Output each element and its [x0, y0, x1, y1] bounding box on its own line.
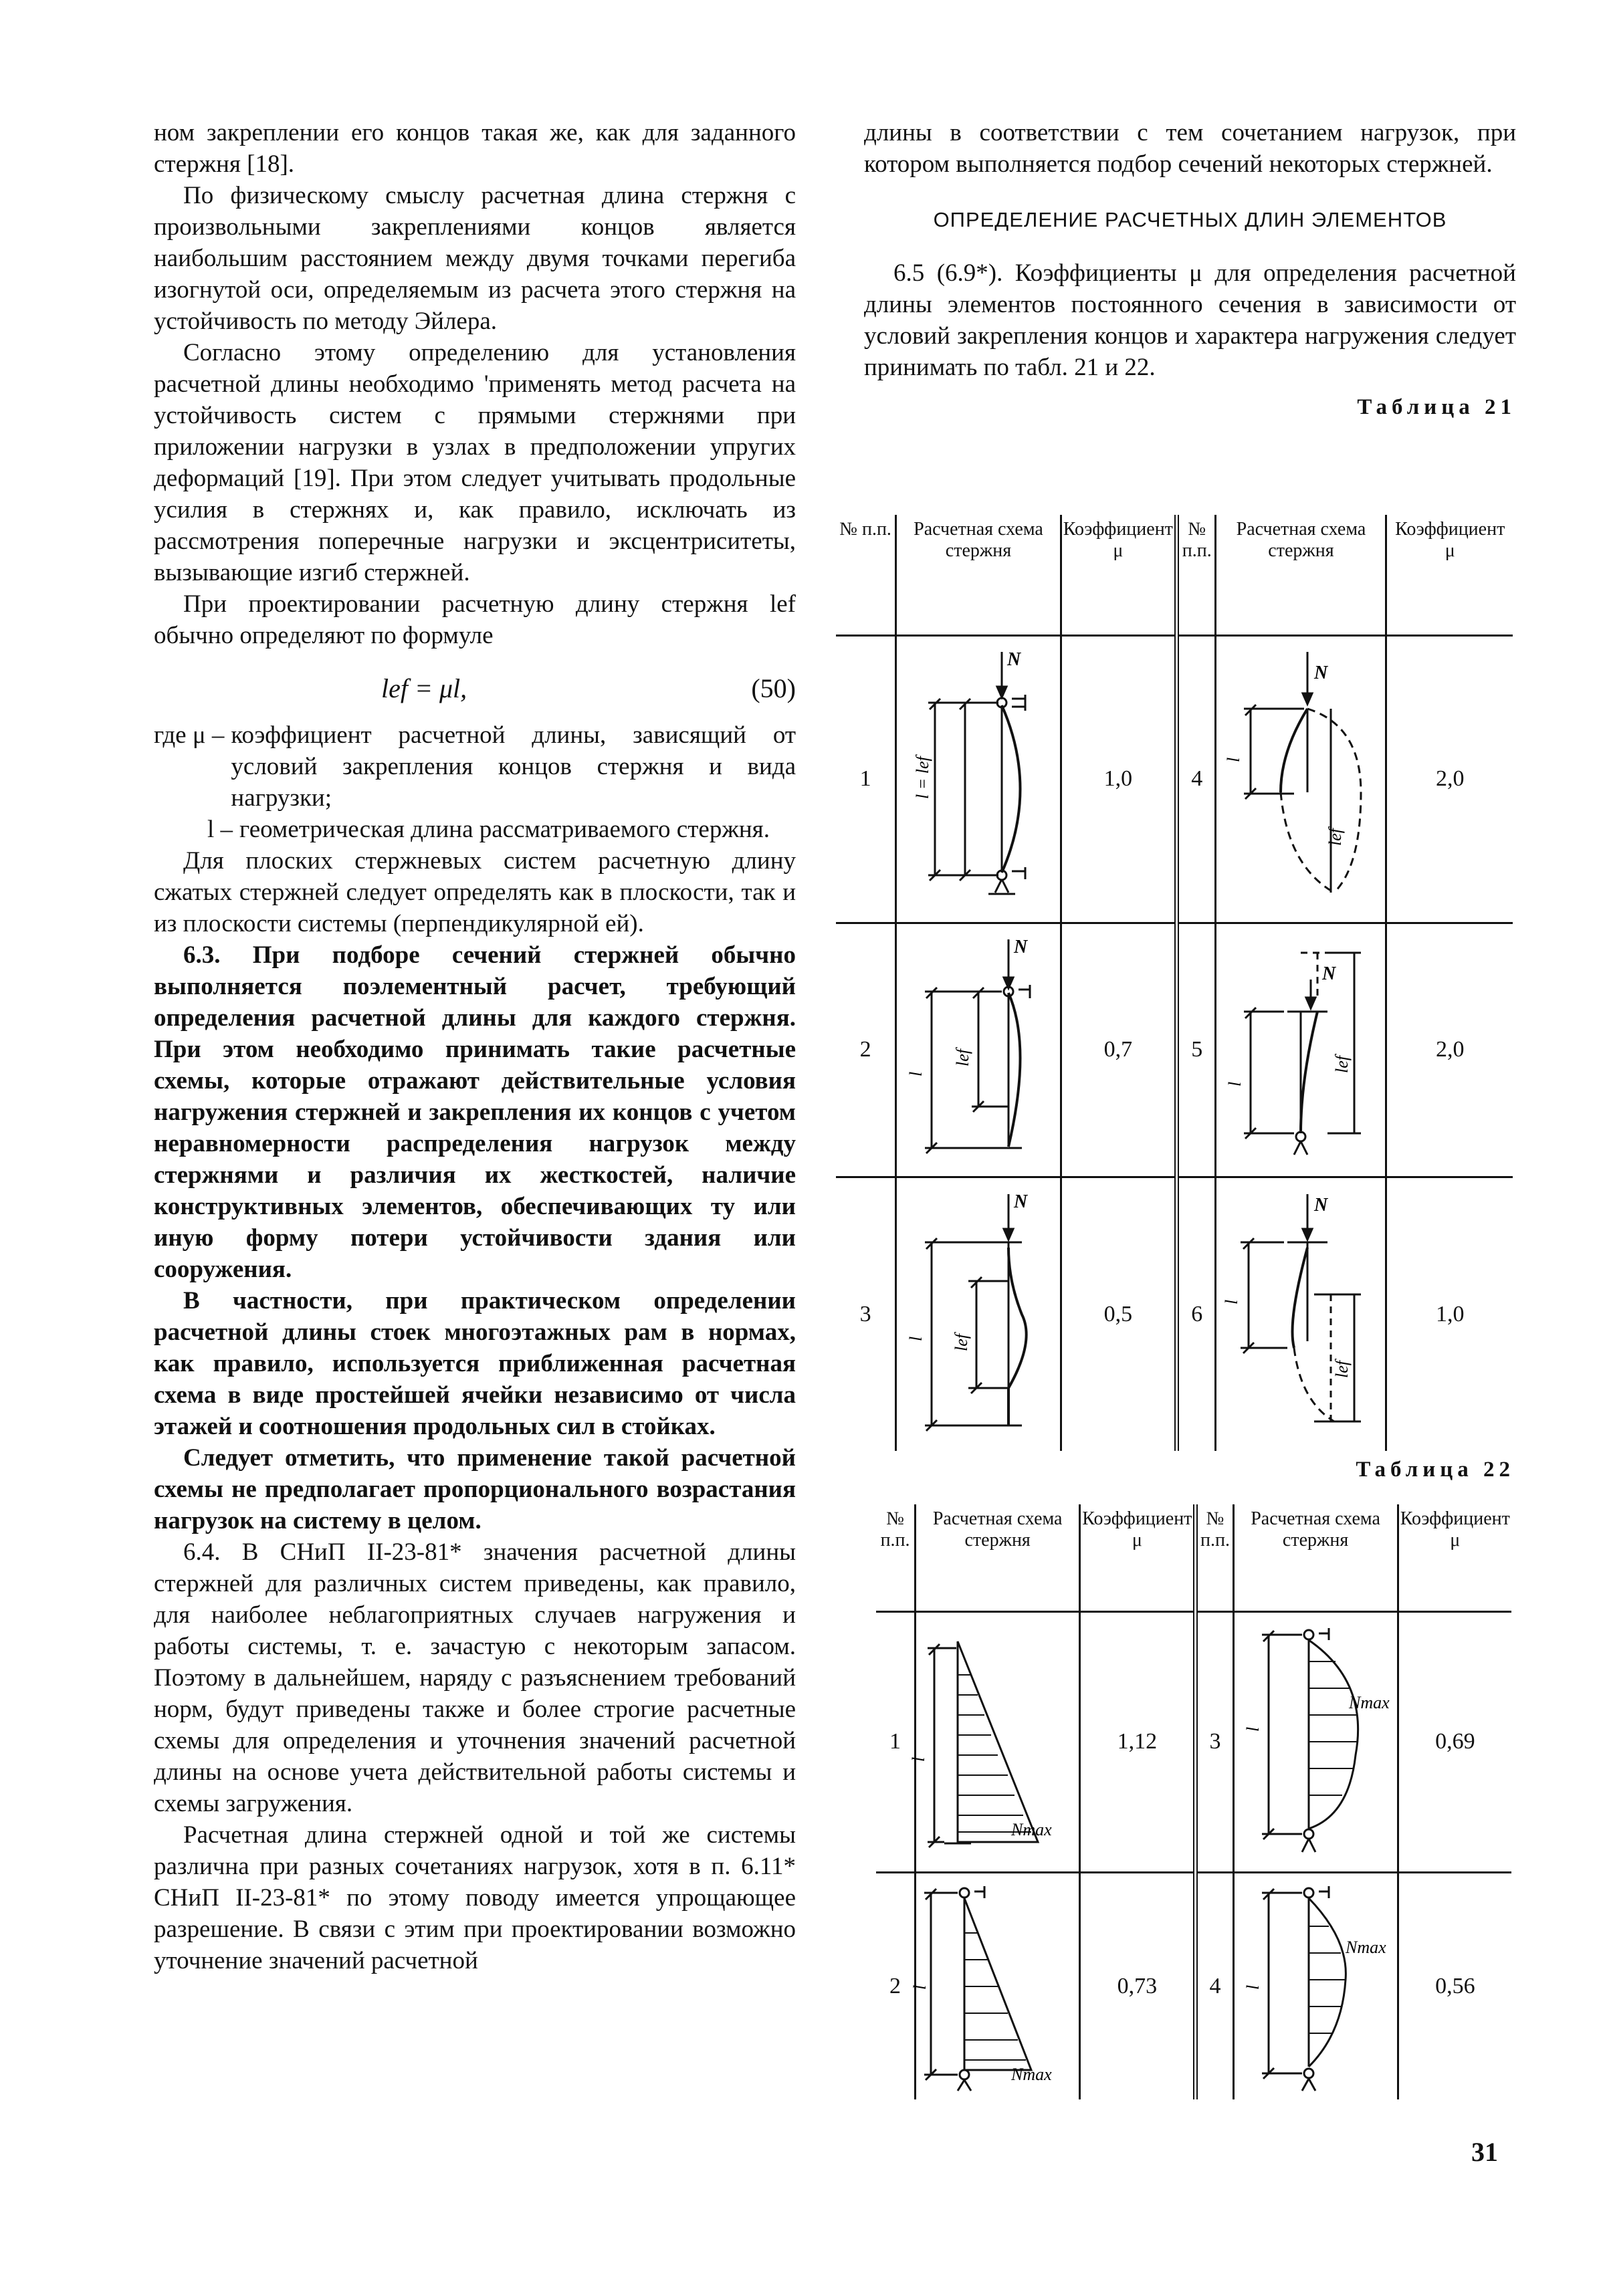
def-text: геометрическая длина рассматриваемого стержня. — [239, 816, 770, 843]
label-l: l — [1243, 1984, 1263, 1990]
label-l: l — [1243, 1726, 1263, 1732]
table-22 — [876, 1504, 1511, 2099]
row-number: 4 — [1196, 1872, 1233, 2099]
coef-cell: 0,56 — [1398, 1872, 1511, 2099]
column-scheme-icon — [901, 645, 1055, 913]
row-number: 5 — [1176, 923, 1216, 1177]
def-term: l – — [207, 816, 233, 843]
header-scheme: Расчетная схема стержня — [1216, 515, 1386, 635]
label-N: N — [1314, 1194, 1328, 1216]
header-num: № п.п. — [836, 515, 896, 635]
table-row — [876, 1872, 1511, 2099]
scheme-cell — [1233, 1611, 1398, 1872]
label-l: l — [908, 1756, 928, 1762]
formula-50 — [154, 663, 796, 715]
table22-label: Таблица 22 — [1356, 1458, 1515, 1482]
section-title: ОПРЕДЕЛЕНИЕ РАСЧЕТНЫХ ДЛИН ЭЛЕМЕНТОВ — [933, 208, 1447, 231]
paragraph: 6.5 (6.9*). Коэффициенты μ для определения расчетной длины элементов постоянного сечения в зависимости от условий закрепления концов и характера нагружения следует принимать по табл. 21 и 22. — [864, 259, 1516, 381]
paragraph: Расчетная длина стержней одной и той же системы различна при разных сочетаниях нагрузок, хотя в п. 6.11* СНиП II-23-81* по этому поводу имеется упрощающее разрешение. В связи с этим при проектировании возможно уточнение значений расчетной — [154, 1821, 796, 1974]
row-number: 1 — [876, 1611, 916, 1872]
paragraph: 6.4. В СНиП II-23-81* значения расчетной длины стержней для различных систем приведены, как правило, для наиболее неблагоприятных случаев нагружения и работы системы, т. е. зачастую с некоторым запасом. Поэтому в дальнейшем, наряду с разъяснением требований норм, будут приведены также и более строгие расчетные схемы для определения и уточнения значений расчетной длины на основе учета действительной работы системы и схемы загружения. — [154, 1538, 796, 1817]
table21-label: Таблица 21 — [1357, 395, 1516, 419]
column-scheme-icon — [901, 1187, 1055, 1442]
label-l: l — [905, 1071, 926, 1076]
label-l-lef: l = lef — [912, 756, 932, 799]
right-column — [864, 117, 1516, 420]
header-num: № п.п. — [1196, 1504, 1233, 1611]
label-N: N — [1013, 1191, 1028, 1212]
header-coef: Коэффициент μ — [1386, 515, 1513, 635]
scheme-cell — [896, 635, 1061, 923]
column-scheme-icon — [1220, 1187, 1381, 1442]
coef-cell: 0,7 — [1061, 923, 1176, 1177]
distributed-load-scheme-icon — [1235, 1879, 1396, 2093]
paragraph: 6.3. При подборе сечений стержней обычно выполняется поэлементный расчет, требующий определения расчетной длины для каждого стержня. При этом необходимо принимать такие расчетные схемы, которые отражают действительные условия нагружения стержней и закрепления их концов с учетом неравномерности распределения нагрузок между стержнями и различия их жесткостей, наличие конструктивных элементов, обеспечивающих ту или иную форму потери устойчивости здания или сооружения. — [154, 941, 796, 1283]
label-Nmax: Nmax — [1349, 1693, 1390, 1712]
label-N: N — [1013, 937, 1028, 957]
def-text: коэффициент расчетной длины, зависящий от условий закрепления концов стержня и вида нагрузки; — [231, 721, 796, 812]
label-Nmax: Nmax — [1010, 2064, 1052, 2084]
header-coef: Коэффициент μ — [1061, 515, 1176, 635]
header-num: № п.п. — [876, 1504, 916, 1611]
coef-cell: 1,0 — [1386, 1177, 1513, 1451]
coef-cell: 0,5 — [1061, 1177, 1176, 1451]
table-row — [836, 1177, 1513, 1451]
scheme-cell — [1216, 1177, 1386, 1451]
scheme-cell — [908, 1611, 1080, 1872]
left-column — [154, 117, 796, 1976]
page-number: 31 — [1471, 2137, 1498, 2167]
header-coef: Коэффициент μ — [1080, 1504, 1196, 1611]
scheme-cell — [1216, 635, 1386, 923]
header-scheme: Расчетная схема стержня — [1233, 1504, 1398, 1611]
label-l: l — [910, 1984, 930, 1990]
header-num: № п.п. — [1176, 515, 1216, 635]
header-coef: Коэффициент μ — [1398, 1504, 1511, 1611]
column-scheme-icon — [1220, 645, 1381, 913]
table-row — [836, 923, 1513, 1177]
distributed-load-scheme-icon — [908, 1621, 1078, 1862]
label-lef: lef — [1325, 828, 1346, 846]
table-row — [836, 635, 1513, 923]
label-lef: lef — [1332, 1056, 1352, 1073]
label-lef: lef — [952, 1049, 972, 1066]
coef-cell: 2,0 — [1386, 923, 1513, 1177]
paragraph: длины в соответствии с тем сочетанием нагрузок, при котором выполняется подбор сечений некоторых стержней. — [864, 119, 1516, 178]
distributed-load-scheme-icon — [910, 1879, 1078, 2093]
column-scheme-icon — [901, 933, 1055, 1167]
label-lef: lef — [951, 1333, 971, 1351]
label-Nmax: Nmax — [1010, 1820, 1052, 1839]
label-l: l — [1225, 1081, 1245, 1086]
coef-cell: 1,0 — [1061, 635, 1176, 923]
label-N: N — [1314, 663, 1328, 683]
paragraph: ном закреплении его концов такая же, как для заданного стержня [18]. — [154, 119, 796, 178]
label-N: N — [1006, 649, 1021, 670]
coef-cell: 1,12 — [1080, 1611, 1196, 1872]
label-l: l — [1222, 1299, 1242, 1304]
coef-cell: 0,73 — [1080, 1872, 1196, 2099]
scheme-cell — [1216, 923, 1386, 1177]
label-Nmax: Nmax — [1346, 1937, 1386, 1957]
row-number: 2 — [836, 923, 896, 1177]
scheme-cell — [1233, 1872, 1398, 2099]
row-number: 3 — [1196, 1611, 1233, 1872]
row-number: 3 — [859, 1301, 871, 1327]
formula: lef = μl, — [381, 673, 467, 703]
label-lef: lef — [1332, 1360, 1352, 1378]
paragraph: По физическому смыслу расчетная длина стержня с произвольными закреплениями концов является наибольшим расстоянием между двумя точками перегиба изогнутой оси, определяемым из расчета этого стержня на устойчивость по методу Эйлера. — [154, 182, 796, 335]
formula-number: (50) — [751, 673, 796, 703]
row-number: 6 — [1176, 1177, 1216, 1451]
row-number: 2 — [889, 1973, 901, 1998]
paragraph: В частности, при практическом определении расчетной длины стоек многоэтажных рам в нормах, как правило, используется приближенная расчетная схема в виде простейшей ячейки независимо от числа этажей и соотношения продольных сил в стойках. — [154, 1287, 796, 1440]
coef-cell: 2,0 — [1386, 635, 1513, 923]
label-N: N — [1322, 963, 1336, 984]
paragraph: Согласно этому определению для установления расчетной длины необходимо 'применять метод расчета на устойчивость систем с прямыми стержнями при приложении нагрузки в узлах в предположении упругих деформаций [19]. При этом следует учитывать продольные усилия в стержнях и, как правило, исключать из рассмотрения поперечные нагрузки и эксцентриситеты, вызывающие изгиб стержней. — [154, 339, 796, 586]
table-21 — [836, 515, 1513, 1451]
paragraph: Для плоских стержневых систем расчетную длину сжатых стержней следует определять как в плоскости, так и из плоскости системы (перпендикулярной ей). — [154, 847, 796, 937]
row-number: 1 — [836, 635, 896, 923]
row-number: 4 — [1176, 635, 1216, 923]
table-row — [876, 1611, 1511, 1872]
header-scheme: Расчетная схема стержня — [916, 1504, 1080, 1611]
scheme-cell — [910, 1872, 1080, 2099]
label-l: l — [905, 1336, 926, 1341]
scheme-cell — [896, 923, 1061, 1177]
paragraph: При проектировании расчетную длину стержня lef обычно определяют по формуле — [154, 590, 796, 649]
scheme-cell — [896, 1177, 1061, 1451]
column-scheme-icon — [1220, 933, 1381, 1167]
distributed-load-scheme-icon — [1235, 1621, 1396, 1862]
header-scheme: Расчетная схема стержня — [896, 515, 1061, 635]
label-l: l — [1224, 757, 1244, 762]
paragraph: Следует отметить, что применение такой расчетной схемы не предполагает пропорционального возрастания нагрузок на систему в целом. — [154, 1444, 796, 1534]
definitions — [154, 719, 796, 845]
coef-cell: 0,69 — [1398, 1611, 1511, 1872]
def-term: где μ – — [154, 721, 225, 749]
